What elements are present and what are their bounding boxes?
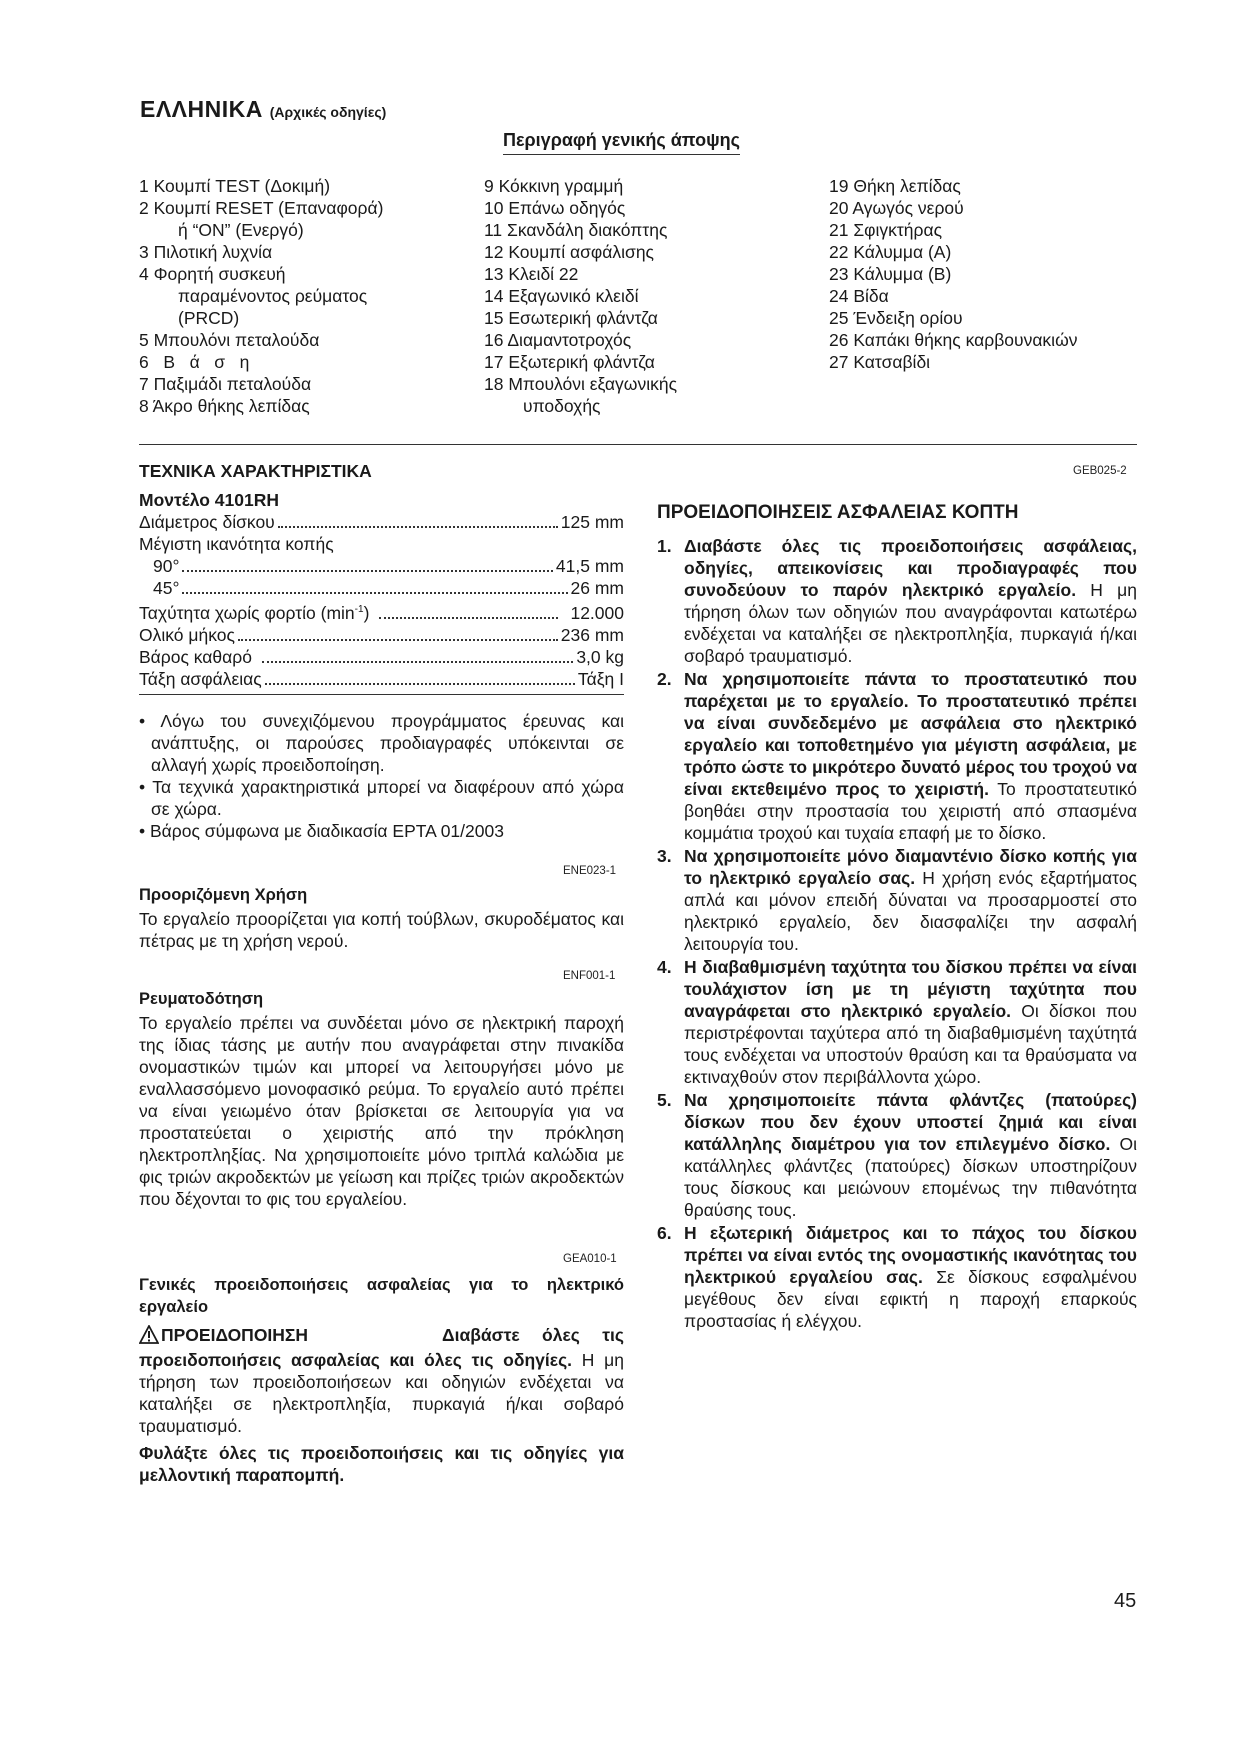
list-item: 16 Διαμαντοτροχός: [484, 330, 632, 350]
list-item: 11 Σκανδάλη διακόπτης: [484, 220, 668, 240]
list-item: • Τα τεχνικά χαρακτηριστικά μπορεί να διαφέρουν από χώρα σε χώρα.: [139, 777, 624, 819]
list-item: 7 Παξιμάδι πεταλούδα: [139, 374, 312, 394]
spec-value: 3,0 kg: [576, 646, 624, 667]
spec-label: Ολικό μήκος: [139, 624, 235, 645]
spec-notes: [139, 710, 624, 842]
spec-row: [139, 668, 624, 690]
spec-value: Τάξη I: [577, 668, 624, 689]
list-item: • Λόγω του συνεχιζόμενου προγράμματος έρευνας και ανάπτυξης, οι παρούσες προδιαγραφές υπόκεινται σε αλλαγή χωρίς προειδοποίηση.: [139, 711, 624, 775]
list-item: 2 Κουμπί RESET (Επαναφορά): [139, 198, 384, 218]
list-item: 9 Κόκκινη γραμμή: [484, 176, 624, 196]
list-item: υποδοχής: [523, 396, 601, 416]
warning-item: 2. Να χρησιμοποιείτε πάντα το προστατευτικό που παρέχεται με το εργαλείο. Το προστατευτικό πρέπει να είναι συνδεδεμένο με ασφάλεια στο ηλεκτρικό εργαλείο και τοποθετημένο για μέγιστη ασφάλεια, με τρόπο ώστε το μικρότερο δυνατό μέρος του τροχού να είναι εκτεθειμένο προς το χειριστή. Το προστατευτικό βοηθάει στην προστασία του χειριστή από σπασμένα κομμάτια τροχού και τυχαία επαφή με το δίσκο.: [657, 669, 1138, 843]
general-title: Γενικές προειδοποιήσεις ασφαλείας για το ηλεκτρικό εργαλείο: [139, 1276, 624, 1316]
warning-icon: [139, 1325, 159, 1349]
warning-item: 4. Η διαβαθμισμένη ταχύτητα του δίσκου πρέπει να είναι τουλάχιστον ίση με τη μέγιστη ταχύτητα που αναγράφεται στο ηλεκτρικό εργαλείο. Οι δίσκοι που περιστρέφονται ταχύτερα από τη διαβαθμισμένη ταχύτητά τους ενδέχεται να υποστούν θραύση και τα θραύσματα να εκτιναχθούν στον περιβάλλοντα χώρο.: [657, 957, 1137, 1087]
spec-label: Τάξη ασφάλειας: [139, 668, 262, 689]
spec-label: 90°: [153, 556, 180, 576]
list-item: 15 Εσωτερική φλάντζα: [484, 308, 658, 328]
warning-label: ΠΡΟΕΙΔΟΠΟΙΗΣΗ: [161, 1325, 309, 1345]
spec-label: 45°: [153, 578, 180, 598]
overview-title: Περιγραφή γενικής άποψης: [503, 130, 740, 155]
spec-label: Βάρος καθαρό: [139, 646, 252, 667]
warning-text: Η μη τήρηση των προειδοποιήσεων και οδηγιών ενδέχεται να καταλήξει σε ηλεκτροπληξία, πυρκαγιά ή/και σοβαρό τραυματισμό.: [139, 1350, 624, 1436]
spec-label: Μέγιστη ικανότητα κοπής: [139, 534, 334, 554]
power-text: Το εργαλείο πρέπει να συνδέεται μόνο σε ηλεκτρική παροχή της ίδιας τάσης με αυτήν που αναγράφεται στην πινακίδα ονομαστικών τιμών και μπορεί να λειτουργήσει μόνο με εναλλασσόμενο μονοφασικό ρεύμα. Το εργαλείο αυτό πρέπει να είναι γειωμένο όταν βρίσκεται σε λειτουργία για να προστατεύεται ο χειριστής από την πρόκληση ηλεκτροπληξίας. Να χρησιμοποιείτε μόνο τριπλά καλώδια με φις τριών ακροδεκτών με γείωση και πρίζες τριών ακροδεκτών που δέχονται το φις του εργαλείου.: [139, 1013, 624, 1209]
cutter-warnings-list: [657, 535, 1137, 1333]
warning-item: 6. Η εξωτερική διάμετρος και το πάχος του δίσκου πρέπει να είναι εντός της ονομαστικής ικανότητας του ηλεκτρικού εργαλείου σας. Σε δίσκους εσφαλμένου μεγέθους δεν είναι εφικτή η παροχή επαρκούς προστασίας ή ελέγχου.: [657, 1223, 1137, 1331]
specs-title: ΤΕΧΝΙΚΑ ΧΑΡΑΚΤΗΡΙΣΤΙΚΑ: [139, 461, 372, 481]
parts-list-col1: [139, 175, 383, 417]
list-item: 10 Επάνω οδηγός: [484, 198, 626, 218]
list-item: 6 Β ά σ η: [139, 352, 250, 372]
language-subtitle: (Αρχικές οδηγίες): [269, 104, 387, 120]
power-code: ENF001-1: [563, 970, 616, 982]
list-item: 20 Αγωγός νερού: [829, 198, 964, 218]
list-item: 22 Κάλυμμα (Α): [829, 242, 952, 262]
spec-row: [139, 511, 624, 533]
spec-label: Διάμετρος δίσκου: [139, 512, 275, 532]
general-code: GEA010-1: [563, 1253, 617, 1265]
spec-value: 125 mm: [560, 512, 624, 532]
warning-item: 3. Να χρησιμοποιείτε μόνο διαμαντένιο δίσκο κοπής για το ηλεκτρικό εργαλείο σας. Η χρήση ενός εξαρτήματος απλά και μόνον επειδή δύναται να προσαρμοστεί στο ηλεκτρικό εργαλείο, δεν διασφαλίζει την ασφαλή λειτουργία του.: [657, 846, 1137, 954]
list-item: 12 Κουμπί ασφάλισης: [484, 242, 654, 262]
list-item: 23 Κάλυμμα (Β): [829, 264, 952, 284]
intended-use-text: Το εργαλείο προορίζεται για κοπή τούβλων, σκυροδέματος και πέτρας με τη χρήση νερού.: [139, 909, 624, 951]
language-title: ΕΛΛΗΝΙΚΑ: [140, 96, 263, 122]
spec-value: 12.000: [570, 602, 624, 623]
list-item: 24 Βίδα: [829, 286, 889, 306]
section-divider: [139, 444, 1137, 445]
spec-row: [139, 555, 624, 577]
list-item: 1 Κουμπί TEST (Δοκιμή): [139, 176, 331, 196]
list-item: 13 Κλειδί 22: [484, 264, 579, 284]
list-item: 25 Ένδειξη ορίου: [829, 308, 963, 328]
power-title: Ρευματοδότηση: [139, 990, 264, 1008]
intended-use-title: Προοριζόμενη Χρήση: [139, 886, 308, 904]
specs-code: GEB025-2: [1073, 465, 1127, 477]
warning-item: 5. Να χρησιμοποιείτε πάντα φλάντζες (πατούρες) δίσκων που δεν έχουν υποστεί ζημιά και είναι κατάλληλης διαμέτρου για τον επιλεγμένο δίσκο. Οι κατάλληλες φλάντζες (πατούρες) δίσκων υποστηρίζουν τους δίσκους και μειώνουν επομένως την πιθανότητα θραύσης τους.: [657, 1090, 1137, 1220]
spec-value: 41,5 mm: [555, 556, 624, 576]
spec-row: [139, 577, 624, 599]
spec-value: 236 mm: [560, 624, 624, 645]
model-label: Μοντέλο 4101RH: [139, 490, 279, 510]
list-item: (PRCD): [178, 308, 240, 328]
cutter-warnings-title: ΠΡΟΕΙΔΟΠΟΙΗΣΕΙΣ ΑΣΦΑΛΕΙΑΣ ΚΟΠΤΗ: [657, 502, 1019, 523]
page-number: 45: [1114, 1590, 1137, 1612]
parts-list-col3: [829, 175, 1078, 373]
list-item: • Βάρος σύμφωνα με διαδικασία EPTA 01/2003: [139, 821, 504, 841]
keep-instructions: Φυλάξτε όλες τις προειδοποιήσεις και τις οδηγίες για μελλοντική παραπομπή.: [139, 1443, 624, 1485]
list-item: 3 Πιλοτική λυχνία: [139, 242, 273, 262]
list-item: 26 Καπάκι θήκης καρβουνακιών: [829, 330, 1078, 350]
spec-row: [139, 599, 624, 624]
list-item: 17 Εξωτερική φλάντζα: [484, 352, 655, 372]
list-item: 14 Εξαγωνικό κλειδί: [484, 286, 639, 306]
list-item: 27 Κατσαβίδι: [829, 352, 931, 372]
parts-list-col2: [484, 175, 677, 417]
list-item: 5 Μπουλόνι πεταλούδα: [139, 330, 320, 350]
specs-table: [139, 489, 624, 690]
general-warning: [139, 1324, 624, 1437]
list-item: 21 Σφιγκτήρας: [829, 220, 943, 240]
list-item: 4 Φορητή συσκευή: [139, 264, 286, 284]
list-item: ή “ON” (Ενεργό): [178, 220, 304, 240]
warning-item: 1. Διαβάστε όλες τις προειδοποιήσεις ασφάλειας, οδηγίες, απεικονίσεις και προδιαγραφές που συνοδεύουν το παρόν ηλεκτρικό εργαλείο. Η μη τήρηση όλων των οδηγιών που αναγράφονται κατωτέρω ενδέχεται να καταλήξει σε ηλεκτροπληξία, πυρκαγιά ή/και σοβαρό τραυματισμό.: [657, 536, 1137, 666]
warning-bold-text: Διαβάστε όλες τις προειδοποιήσεις ασφαλείας και όλες τις οδηγίες.: [139, 1325, 624, 1370]
spec-label: Ταχύτητα χωρίς φορτίο $(\min^{-1})$: [139, 602, 370, 623]
specs-divider: [139, 694, 624, 695]
spec-row: [139, 624, 624, 646]
spec-row: [139, 646, 624, 668]
intended-use-code: ENE023-1: [563, 865, 617, 877]
language-heading: [140, 96, 386, 123]
list-item: 19 Θήκη λεπίδας: [829, 176, 961, 196]
list-item: 18 Μπουλόνι εξαγωνικής: [484, 374, 678, 394]
list-item: 8 Άκρο θήκης λεπίδας: [139, 396, 310, 416]
spec-value: 26 mm: [570, 578, 624, 598]
list-item: παραμένοντος ρεύματος: [178, 286, 368, 306]
